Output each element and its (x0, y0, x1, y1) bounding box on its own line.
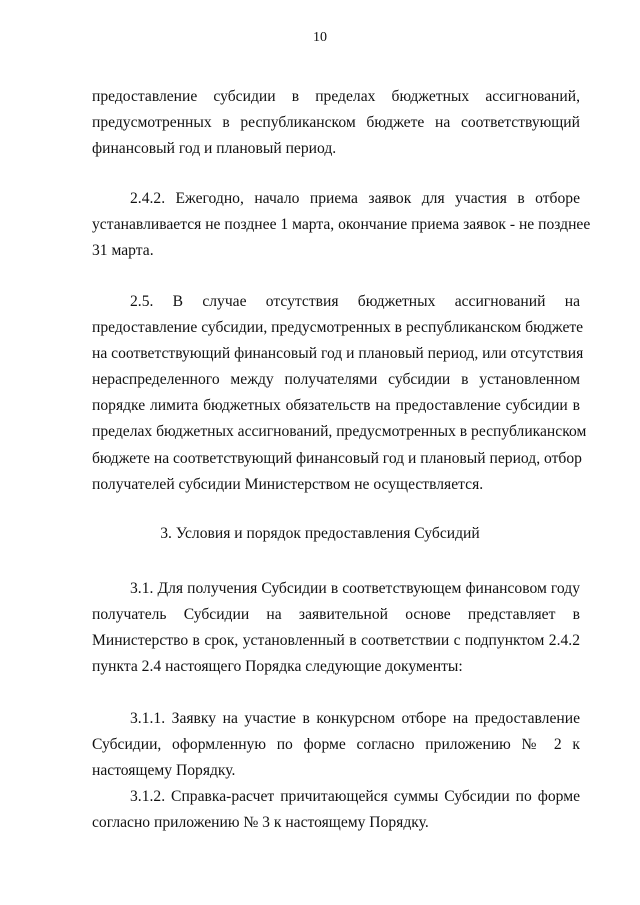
text-line: предусмотренных в республиканском бюджете на соответствующий (92, 114, 580, 132)
text-line: получатель Субсидии на заявительной основе представляет в (92, 606, 580, 624)
text-line: 31 марта. (92, 242, 154, 260)
paragraph-3-1 (92, 576, 580, 680)
text-line: 3.1. Для получения Субсидии в соответствующем финансовом году (130, 580, 580, 597)
text-line: на соответствующий финансовый год и плановый период, или отсутствия (92, 345, 584, 363)
text-line: бюджете на соответствующий финансовый год и плановый период, отбор (92, 449, 582, 467)
text-line: пределах бюджетных ассигнований, предусмотренных в республиканском (92, 423, 587, 441)
paragraph-3-1-2 (92, 784, 580, 836)
paragraph-3-1-1 (92, 706, 580, 784)
text-line: 2.5. В случае отсутствия бюджетных ассигнований на (130, 293, 580, 310)
text-line: согласно приложению № 3 к настоящему Порядку. (92, 814, 429, 832)
text-line: 2.4.2. Ежегодно, начало приема заявок для участия в отборе (130, 190, 580, 207)
text-line: финансовый год и плановый период. (92, 140, 337, 158)
paragraph-2-4-2 (92, 186, 591, 264)
paragraph-2-5 (92, 289, 587, 498)
text-line: 3.1.2. Справка-расчет причитающейся суммы Субсидии по форме (130, 788, 580, 805)
text-line: порядке лимита бюджетных обязательств на предоставление субсидии в (92, 397, 580, 415)
text-line: Субсидии, оформленную по форме согласно приложению № 2 к (92, 736, 580, 754)
text-line: 3.1.1. Заявку на участие в конкурсном отборе на предоставление (130, 710, 580, 727)
paragraph-continuation (92, 84, 580, 162)
text-line: предоставление субсидии, предусмотренных в республиканском бюджете (92, 319, 584, 337)
section-heading: 3. Условия и порядок предоставления Субсидий (160, 525, 480, 542)
text-line: пункта 2.4 настоящего Порядка следующие документы: (92, 658, 463, 676)
text-line: предоставление субсидии в пределах бюджетных ассигнований, (92, 88, 580, 105)
text-line: настоящему Порядку. (92, 762, 236, 780)
text-line: Министерство в срок, установленный в соответствии с подпунктом 2.4.2 (92, 632, 580, 650)
text-line: получателей субсидии Министерством не осуществляется. (92, 475, 484, 493)
page-number: 10 (313, 30, 327, 45)
text-line: нераспределенного между получателями субсидии в установленном (92, 371, 580, 389)
text-line: устанавливается не позднее 1 марта, окончание приема заявок - не позднее (92, 216, 591, 234)
